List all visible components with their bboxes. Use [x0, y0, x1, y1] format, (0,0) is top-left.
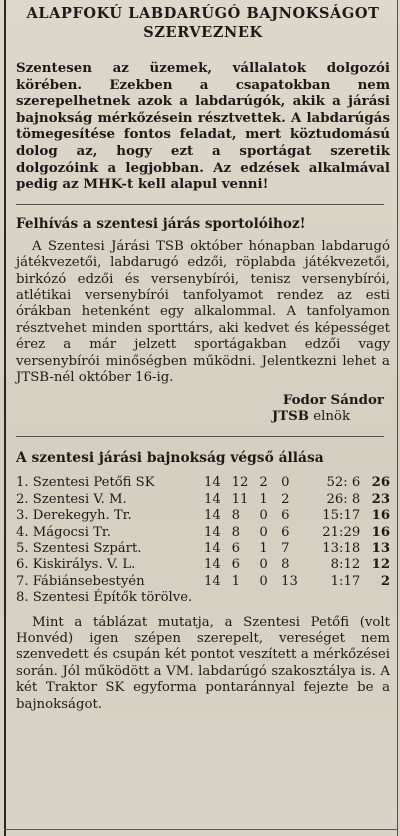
appeal-body: A Szentesi Járási TSB október hónapban labdarugó játékvezetői, labdarugó edzői, röplabda játékvezetői, birkózó edzői és versenybírói, tenisz versenybírói, atlétikai versenybírói tanfolyamot rendez az esti órákban hetenként egy alkalommal. A tanfolyamon résztvehet minden sporttárs, aki kedvet és képességet érez a már jelzett sportágakban edzői vagy versenybírói minőségben működni. Jelentkezni lehet a JTSB-nél október 16-ig. [16, 238, 390, 385]
team-name: 7. Fábiánsebestyén [16, 573, 145, 589]
team-name: 5. Szentesi Szpárt. [16, 540, 142, 556]
played: 14 [203, 491, 221, 507]
points: 2 [380, 573, 391, 589]
lead-paragraph: Szentesen az üzemek, vállalatok dolgozói körében. Ezekben a csapatokban nem szerepelhetnek azok a labdarúgók, akik a járási bajnokság mérkőzésein résztvettek. A labdarúgás tömegesítése fontos feladat, mert köztudomású dolog az, hogy ezt a sportágat szeretik dolgozóink a legjobban. Az edzések alkalmával pedig az MHK-t kell alapul venni! [16, 60, 390, 193]
drawn: 1 [259, 540, 268, 556]
lost: 13 [281, 573, 298, 589]
played: 14 [203, 508, 221, 524]
signer-org: JTSB [271, 409, 310, 424]
lost: 8 [281, 557, 290, 573]
goals: 1:17 [330, 573, 361, 589]
signer-role: elnök [313, 409, 350, 424]
won: 6 [231, 557, 241, 573]
table-note [16, 590, 390, 606]
team-name: 4. Mágocsi Tr. [16, 524, 111, 540]
drawn: 0 [259, 573, 268, 589]
points: 26 [371, 475, 391, 491]
played: 14 [203, 573, 221, 589]
table-row [16, 557, 390, 573]
table-row [16, 492, 390, 508]
table-row [16, 525, 390, 541]
team-name: 3. Derekegyh. Tr. [16, 508, 132, 524]
drawn: 2 [259, 475, 268, 491]
table-row [16, 541, 390, 557]
column-rule-left [4, 0, 6, 836]
team-name: 1. Szentesi Petőfi SK [16, 475, 155, 491]
drawn: 0 [259, 524, 268, 540]
team-name: 6. Kiskirálys. V. L. [16, 557, 136, 573]
lost: 6 [281, 508, 290, 524]
signer-title [16, 409, 350, 425]
won: 12 [231, 475, 249, 491]
closing-paragraph: Mint a táblázat mutatja, a Szentesi Petőfi (volt Honvéd) igen szépen szerepelt, vereséget nem szenvedett és csupán két pontot veszített a mérkőzései során. Jól működött a VM. labdarúgó szakosztálya is. A két Traktor SK egyforma pontaránnyal fejezte be a bajnokságot. [16, 614, 390, 712]
won: 1 [231, 573, 241, 589]
signer-name: Fodor Sándor [282, 392, 384, 409]
headline-line-1: ALAPFOKÚ LABDARÚGÓ BAJNOKSÁGOT [26, 5, 380, 22]
drawn: 0 [259, 557, 268, 573]
team-name: 2. Szentesi V. M. [16, 491, 127, 507]
lost: 6 [281, 524, 290, 540]
article-column [16, 4, 390, 713]
points: 23 [371, 491, 391, 507]
won: 8 [231, 524, 241, 540]
table-row [16, 508, 390, 524]
section-divider [16, 204, 384, 205]
column-rule-bottom [4, 829, 398, 830]
appeal-title: Felhívás a szentesi járás sportolóihoz! [16, 215, 306, 232]
points: 16 [371, 524, 391, 540]
standings-table [16, 475, 390, 606]
played: 14 [203, 524, 221, 540]
section-divider [16, 436, 384, 437]
points: 16 [371, 508, 391, 524]
played: 14 [203, 557, 221, 573]
drawn: 0 [259, 508, 268, 524]
goals: 13:18 [322, 540, 361, 556]
goals: 52: 6 [326, 475, 361, 491]
won: 11 [231, 491, 249, 507]
lost: 2 [281, 491, 290, 507]
goals: 15:17 [322, 508, 361, 524]
won: 8 [231, 508, 241, 524]
goals: 8:12 [330, 557, 361, 573]
points: 13 [371, 540, 391, 556]
headline-line-2: SZERVEZNEK [143, 24, 263, 41]
played: 14 [203, 540, 221, 556]
played: 14 [203, 475, 221, 491]
lost: 0 [281, 475, 290, 491]
won: 6 [231, 540, 241, 556]
goals: 21:29 [322, 524, 361, 540]
points: 12 [371, 557, 391, 573]
table-row [16, 475, 390, 491]
standings-title: A szentesi járási bajnokság végső állása [16, 450, 324, 467]
drawn: 1 [259, 491, 268, 507]
lost: 7 [281, 540, 290, 556]
goals: 26: 8 [326, 491, 361, 507]
deleted-team-note: 8. Szentesi Építők törölve. [16, 590, 193, 606]
headline [16, 4, 390, 42]
table-row [16, 574, 390, 590]
column-rule-right [397, 0, 398, 836]
